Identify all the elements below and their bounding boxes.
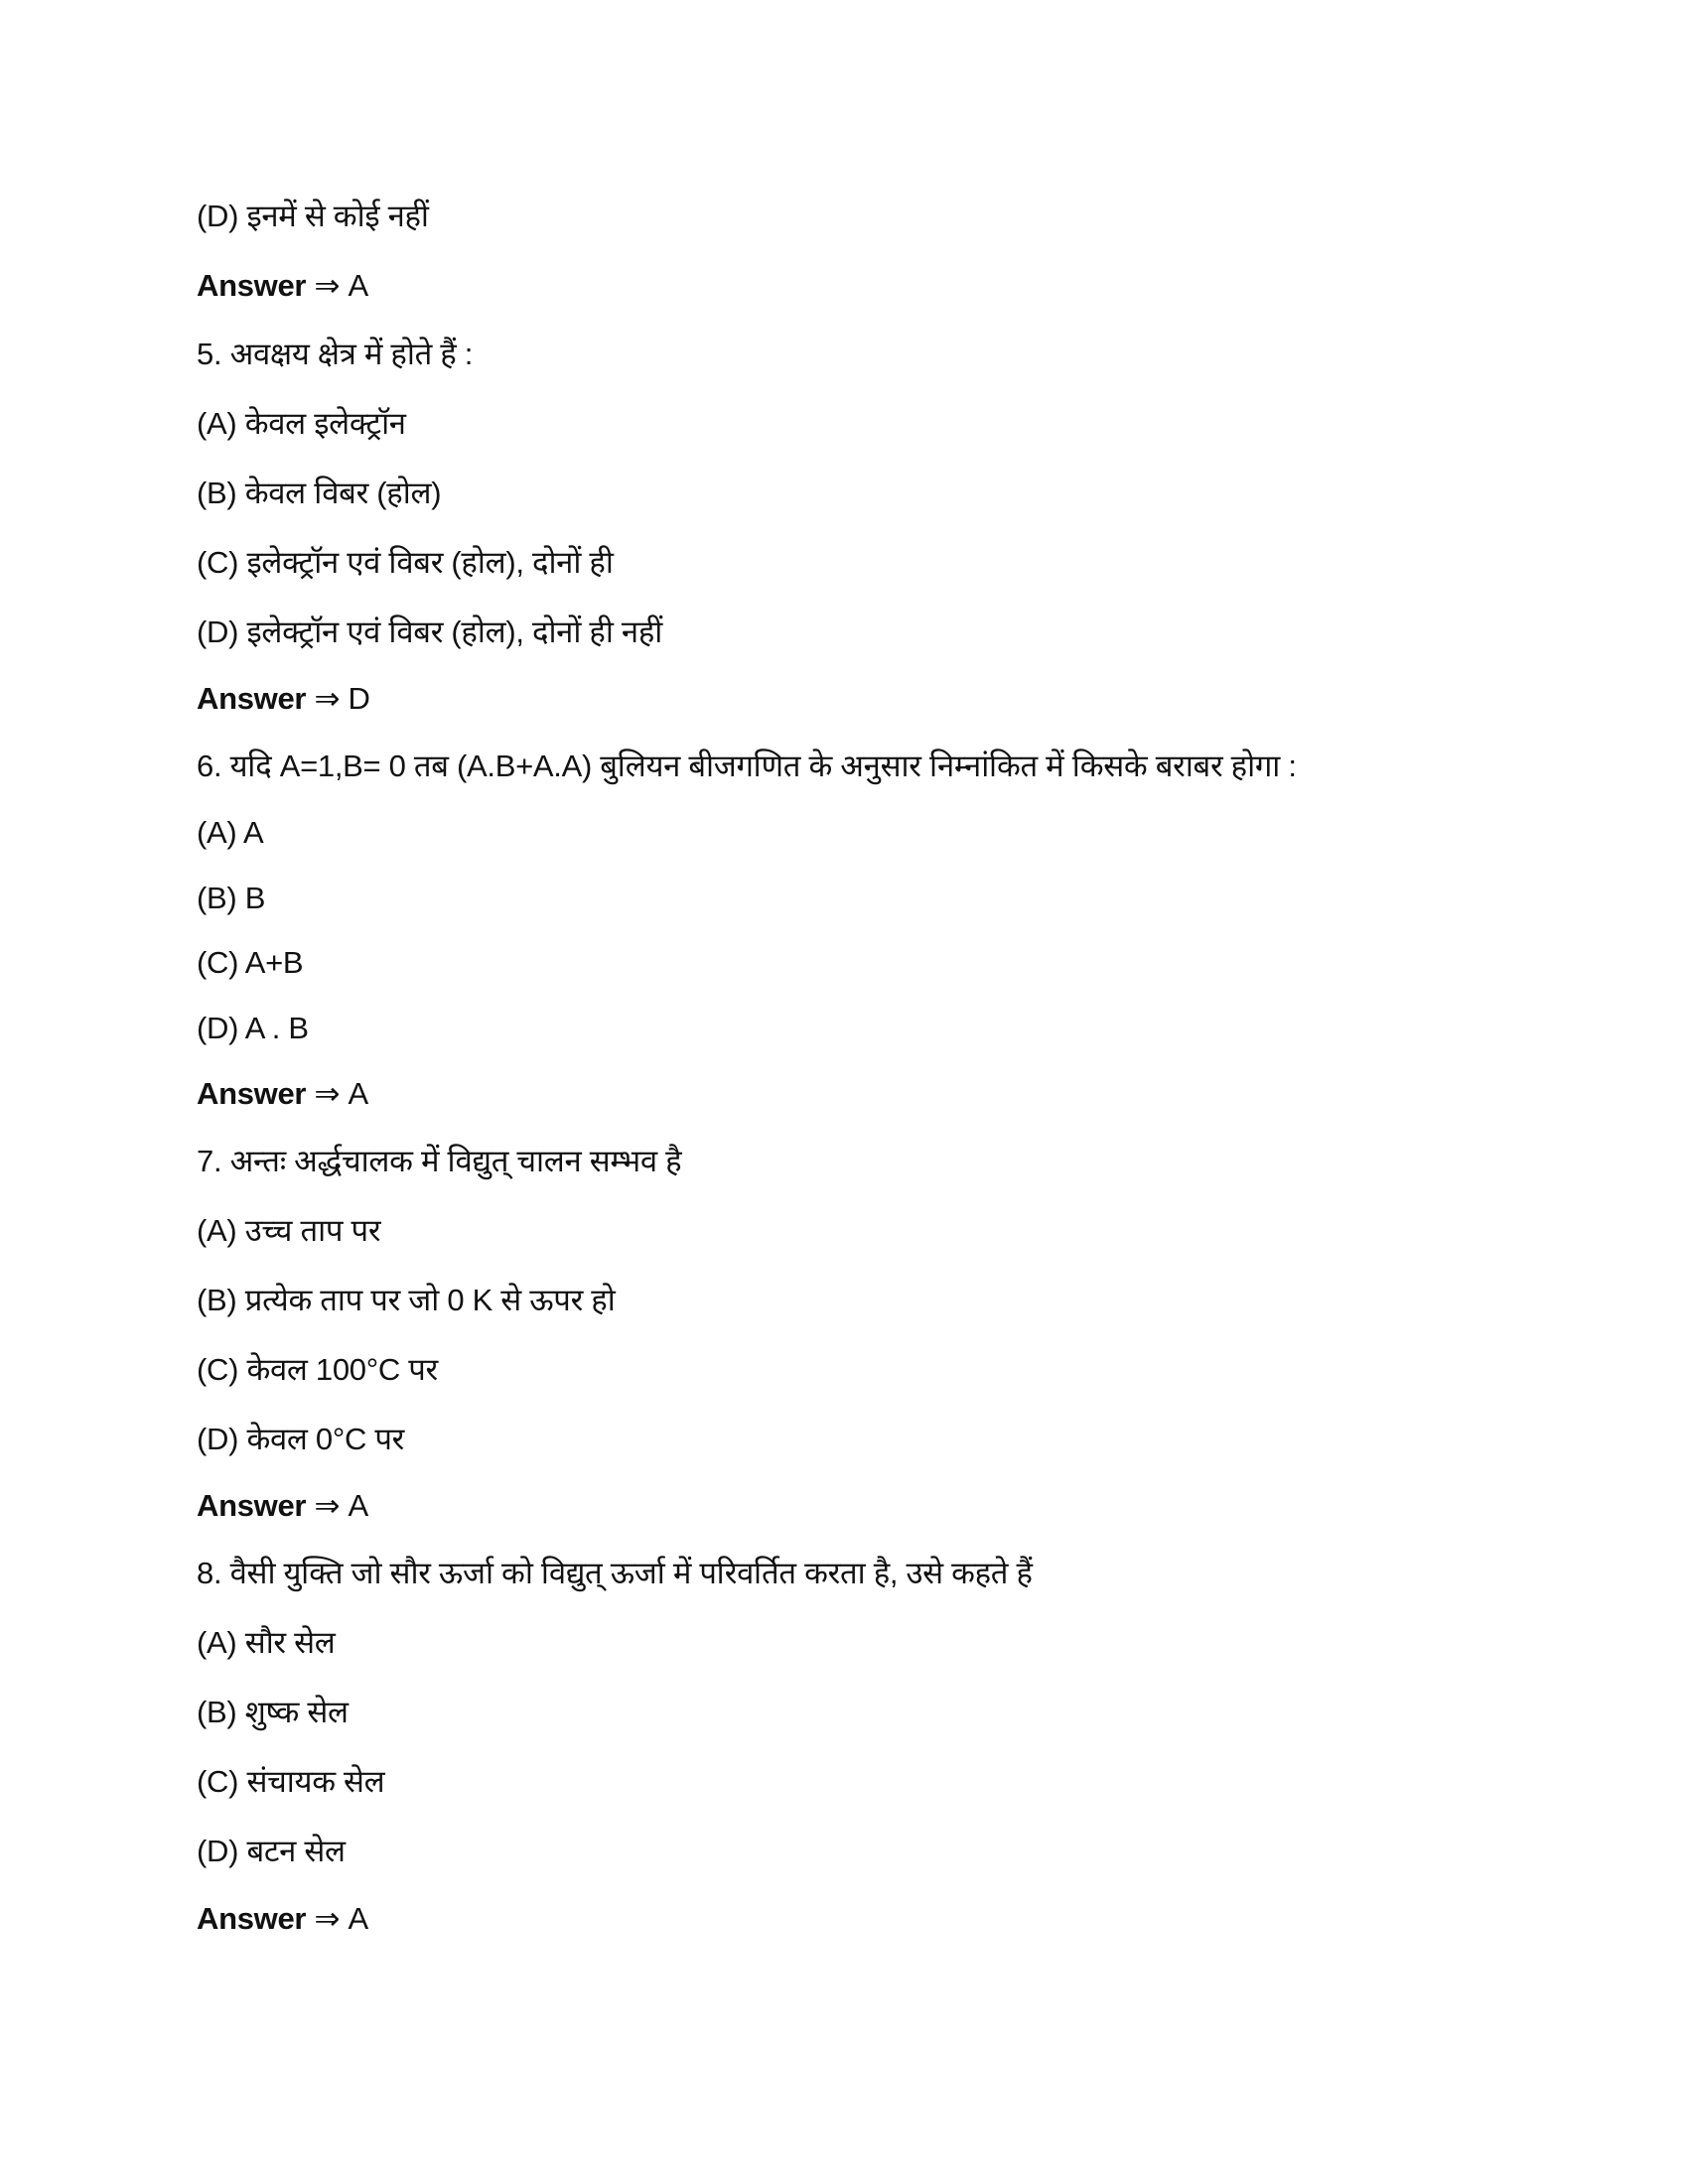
q6-option-c: (C) A+B (197, 945, 304, 980)
q7-answer (197, 1486, 368, 1526)
answer-label: Answer (197, 1076, 307, 1111)
q6-option-a: (A) A (197, 815, 264, 850)
answer-label: Answer (197, 1488, 307, 1523)
q6-option-b: (B) B (197, 881, 266, 915)
answer-value: A (348, 1901, 368, 1936)
q7-option-c: (C) केवल 100°C पर (197, 1352, 438, 1387)
implies-arrow-icon: ⇒ (314, 1901, 341, 1936)
q6-answer (197, 1074, 368, 1114)
q7-option-a: (A) उच्च ताप पर (197, 1213, 381, 1248)
question-8: 8. वैसी युक्ति जो सौर ऊर्जा को विद्युत् ऊर्जा में परिवर्तित करता है, उसे कहते हैं (197, 1556, 1033, 1590)
answer-value: A (348, 1488, 368, 1523)
question-5: 5. अवक्षय क्षेत्र में होते हैं : (197, 337, 474, 371)
question-6: 6. यदि A=1,B= 0 तब (A.B+A.A) बुलियन बीजगणित के अनुसार निम्नांकित में किसके बराबर होगा : (197, 749, 1297, 783)
implies-arrow-icon: ⇒ (314, 681, 341, 716)
q8-answer (197, 1899, 368, 1939)
implies-arrow-icon: ⇒ (314, 1488, 341, 1523)
implies-arrow-icon: ⇒ (314, 1076, 341, 1111)
q5-option-b: (B) केवल विबर (होल) (197, 476, 442, 510)
answer-line (197, 266, 368, 306)
implies-arrow-icon: ⇒ (314, 268, 341, 303)
answer-label: Answer (197, 268, 307, 303)
q7-option-b: (B) प्रत्येक ताप पर जो 0 K से ऊपर हो (197, 1283, 616, 1317)
q8-option-d: (D) बटन सेल (197, 1834, 346, 1868)
q5-answer (197, 679, 370, 719)
answer-value: A (348, 268, 368, 303)
q5-option-a: (A) केवल इलेक्ट्रॉन (197, 406, 406, 441)
answer-value: D (348, 681, 370, 716)
q6-option-d: (D) A . B (197, 1011, 309, 1045)
q8-option-b: (B) शुष्क सेल (197, 1695, 349, 1729)
q5-option-c: (C) इलेक्ट्रॉन एवं विबर (होल), दोनों ही (197, 545, 614, 580)
q8-option-a: (A) सौर सेल (197, 1625, 336, 1660)
q5-option-d: (D) इलेक्ट्रॉन एवं विबर (होल), दोनों ही नहीं (197, 614, 663, 649)
question-7: 7. अन्तः अर्द्धचालक में विद्युत् चालन सम्भव है (197, 1144, 682, 1178)
option-d-previous: (D) इनमें से कोई नहीं (197, 199, 429, 233)
answer-label: Answer (197, 1901, 307, 1936)
answer-value: A (348, 1076, 368, 1111)
answer-label: Answer (197, 681, 307, 716)
q8-option-c: (C) संचायक सेल (197, 1764, 385, 1799)
q7-option-d: (D) केवल 0°C पर (197, 1422, 405, 1456)
